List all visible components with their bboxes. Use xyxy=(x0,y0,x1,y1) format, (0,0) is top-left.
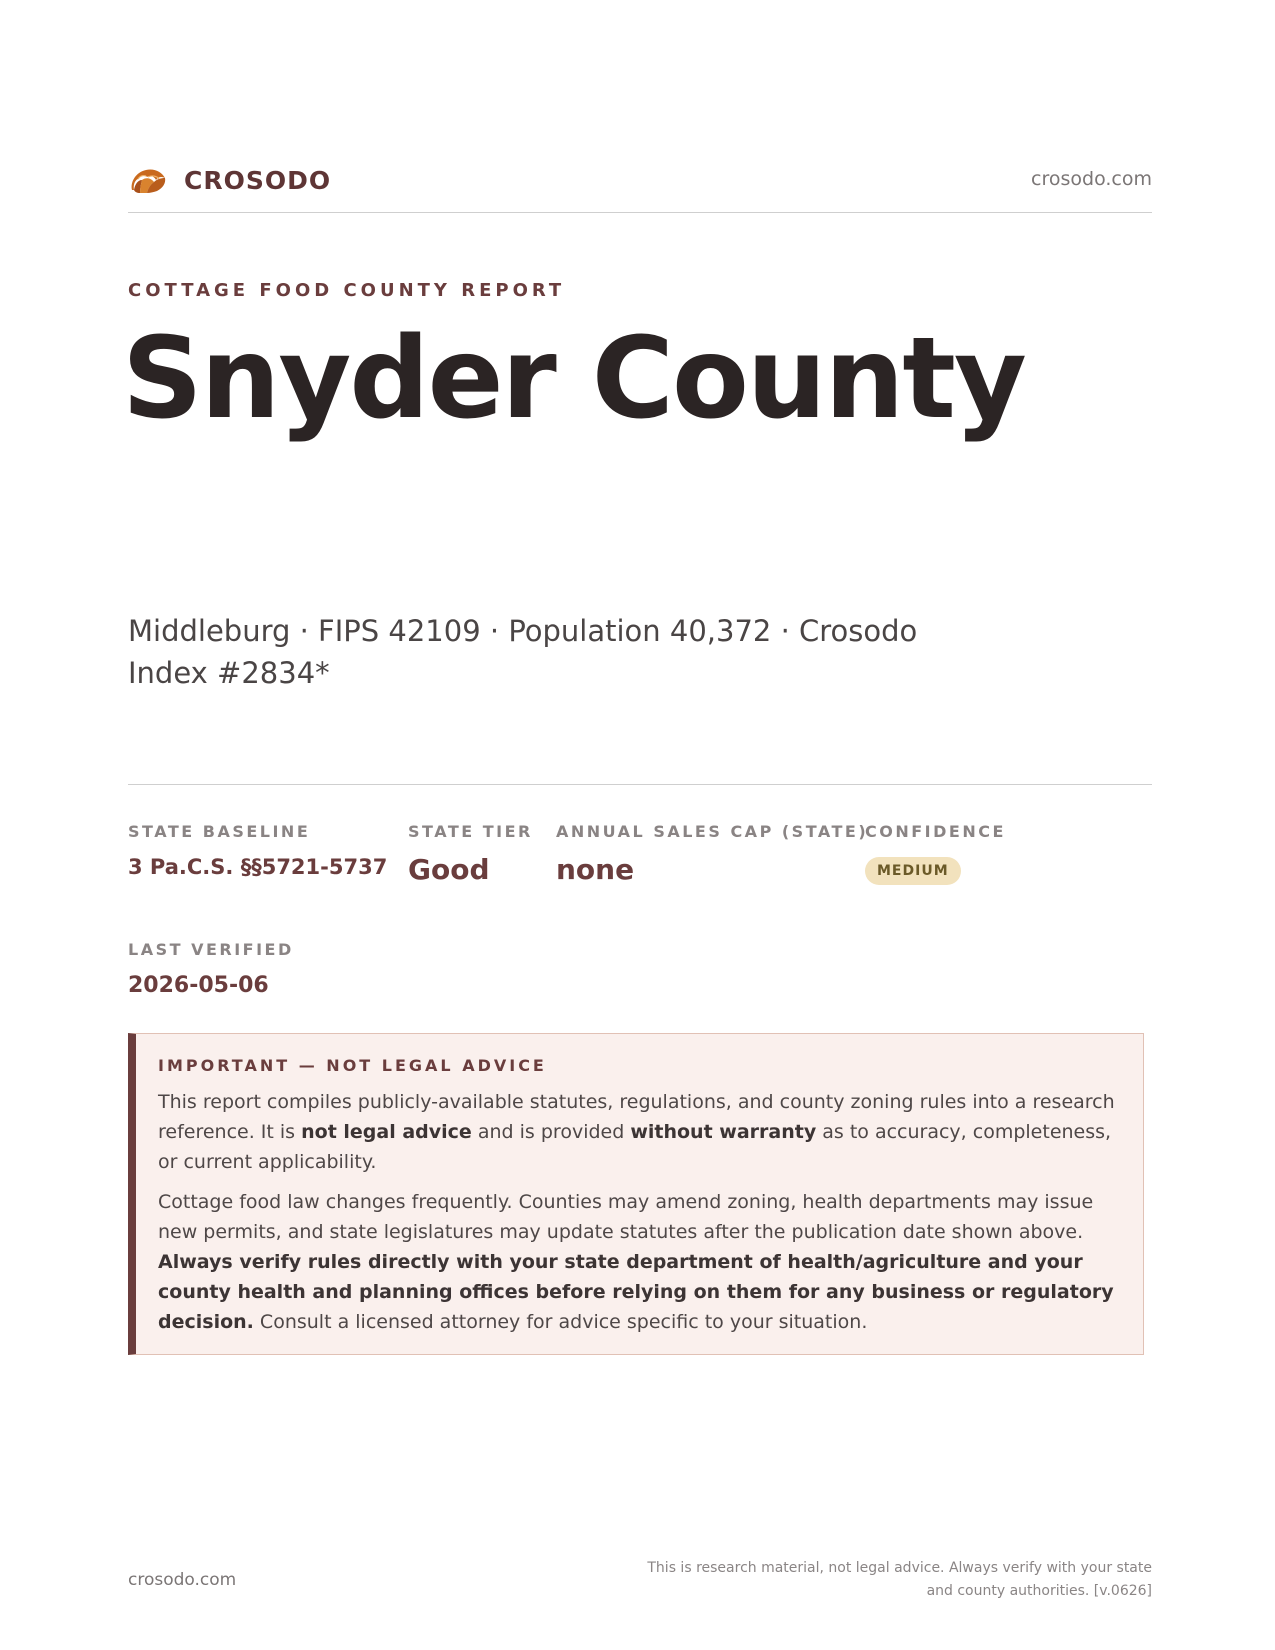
header-domain-link[interactable]: crosodo.com xyxy=(1031,168,1152,190)
notice-text: Cottage food law changes frequently. Counties may amend zoning, health departments may issue new permits, and state legislatures may update statutes after the publication date shown above. xyxy=(158,1191,1094,1243)
metric-confidence xyxy=(865,822,1006,885)
metric-state-baseline xyxy=(128,822,387,879)
metric-value: 3 Pa.C.S. §§5721-5737 xyxy=(128,855,388,879)
metric-label: STATE BASELINE xyxy=(128,822,311,841)
footer-domain-link[interactable]: crosodo.com xyxy=(128,1570,237,1590)
page-header xyxy=(128,160,1152,213)
notice-emphasis: not legal advice xyxy=(301,1121,472,1143)
metric-value: Good xyxy=(408,853,490,886)
notice-emphasis: without warranty xyxy=(630,1121,817,1143)
metric-value: 2026-05-06 xyxy=(128,973,269,998)
notice-text: Consult a licensed attorney for advice specific to your situation. xyxy=(253,1311,868,1333)
page-title: Snyder County xyxy=(122,314,1025,444)
notice-paragraph-2 xyxy=(158,1187,1121,1337)
metric-annual-sales-cap xyxy=(556,822,868,886)
report-page xyxy=(122,0,1152,1650)
metric-label: CONFIDENCE xyxy=(865,822,1006,841)
footer-disclaimer xyxy=(592,1557,1152,1603)
footer-disclaimer-line: This is research material, not legal advice. Always verify with your state xyxy=(647,1560,1152,1576)
legal-notice xyxy=(128,1033,1144,1355)
notice-text: This report compiles publicly-available statutes, regulations, and county zoning rules into a research reference. It is xyxy=(158,1091,1115,1143)
metric-value: none xyxy=(556,853,635,886)
metric-state-tier xyxy=(408,822,533,886)
notice-title: IMPORTANT — NOT LEGAL ADVICE xyxy=(158,1056,547,1075)
notice-emphasis: Always verify rules directly with your state department of health/agriculture and your county health and planning offices before relying on them for any business or regulatory decision. xyxy=(158,1251,1114,1333)
metric-label: LAST VERIFIED xyxy=(128,940,294,959)
notice-text: and is provided xyxy=(471,1121,631,1143)
footer-disclaimer-line: and county authorities. [v.0626] xyxy=(926,1583,1152,1599)
metric-last-verified xyxy=(128,940,294,998)
section-divider xyxy=(128,784,1152,785)
confidence-badge: MEDIUM xyxy=(865,857,961,885)
notice-paragraph-1 xyxy=(158,1087,1121,1177)
notice-text: as to accuracy, completeness, or current applicability. xyxy=(158,1121,1112,1173)
page-subtitle: Middleburg · FIPS 42109 · Population 40,372 · Crosodo Index #2834* xyxy=(128,614,918,690)
brand xyxy=(128,160,331,200)
report-eyebrow: COTTAGE FOOD COUNTY REPORT xyxy=(128,280,566,301)
brand-name: CROSODO xyxy=(184,165,332,195)
croissant-icon xyxy=(128,160,168,200)
metric-label: STATE TIER xyxy=(408,822,533,841)
metric-label: ANNUAL SALES CAP (STATE) xyxy=(556,822,869,841)
